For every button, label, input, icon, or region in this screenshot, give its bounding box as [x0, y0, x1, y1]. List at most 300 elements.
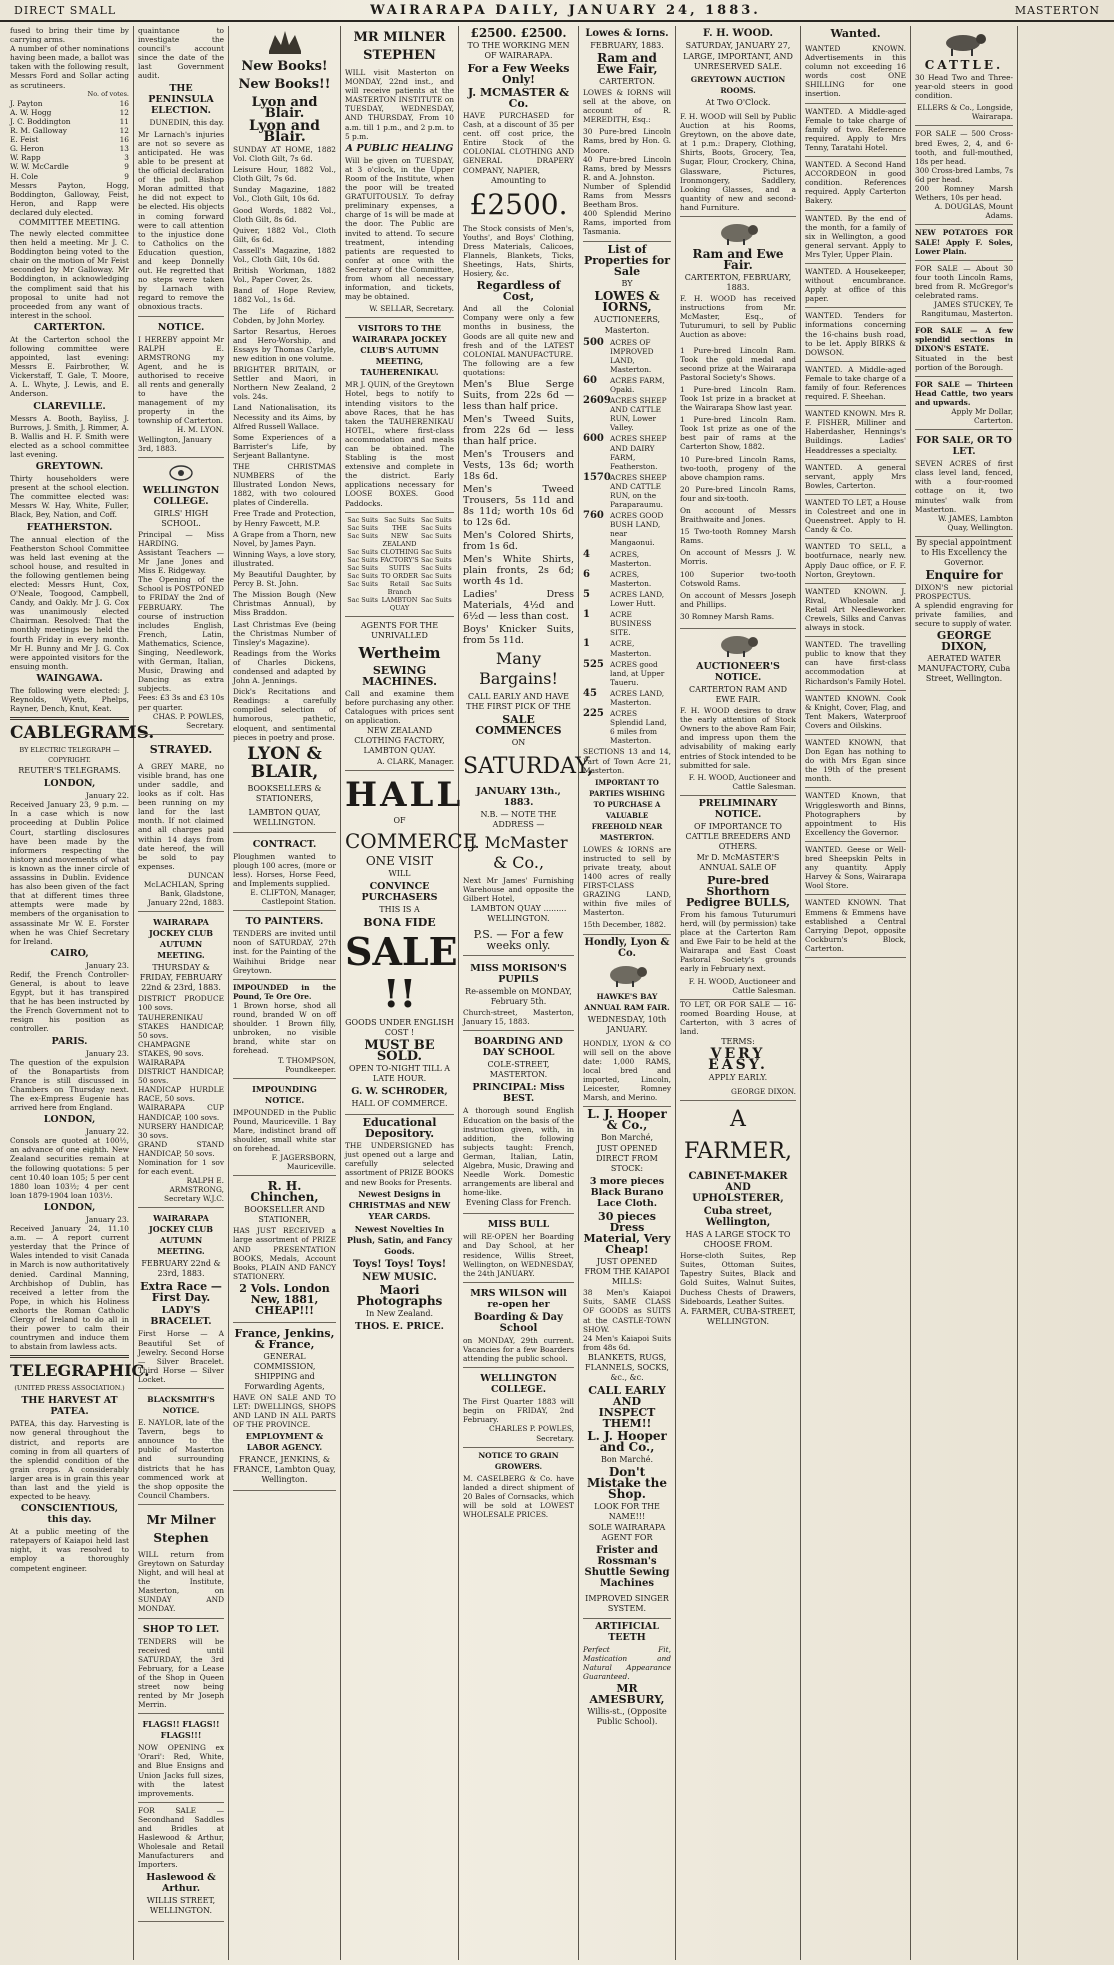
lowes-place: Masterton.: [604, 325, 650, 335]
london-text-3: Received January 24, 11.10 a.m. — A report current yesterday that the Prince of Wales intended to visit Canada in March is now authoritatively denied. Cardinal Manning, Archbishop of Dublin, has received a letter from the Pope, in which his Holiness exhorts the Roman Catholic Clergy of Ireland to do all in their power to calm their countrymen and induce them to abstain from lawless acts.: [10, 1224, 129, 1352]
wanted-item: WANTED. By the end of the month, for a family of six in Wellington, a good general servant. Apply to Mrs Tyler, Upper Plain.: [805, 211, 906, 264]
heading-waingawa: WAINGAWA.: [36, 672, 103, 684]
flannels-text: BLANKETS, RUGS, FLANNELS, SOCKS, &c., &c.: [585, 1352, 669, 1382]
forsale-cattle-signature: Apply Mr Dollar, Carterton.: [951, 407, 1013, 426]
hawkes-date: WEDNESDAY, 10th JANUARY.: [587, 1014, 667, 1034]
wanted-item: WANTED KNOWN. Cook & Knight, Cover, Flag, and Tent Makers, Waterproof Covers and Oilskins.: [805, 691, 906, 735]
saturday: SATURDAY,: [463, 753, 594, 779]
pupils-ad: [463, 958, 574, 1031]
lyon-blair: LYON & BLAIR,: [247, 743, 322, 782]
hall-of: OF: [393, 816, 406, 826]
few-weeks: For a Few Weeks Only!: [467, 62, 570, 86]
mcmaster-firm-2: J. McMaster & Co.,: [469, 832, 568, 872]
notice-heading: NOTICE.: [157, 321, 205, 333]
vote-count: 3: [124, 153, 129, 163]
dixon-text: A splendid engraving for private families, and secure to supply of water.: [915, 601, 1013, 629]
stephen-intro: WILL visit Masterton on MONDAY, 22nd inst., and will receive patients at the MASTERTON INSTITUTE on TUESDAY, WEDNESDAY, AND THURSDAY, From 10 a.m. till 1 p.m., and 2 p.m. to 5 p.m.: [345, 68, 454, 141]
sale-grid-cell: Sac Suits: [347, 579, 378, 588]
sac-suits-grid: [345, 513, 454, 617]
heading-telegraphic: TELEGRAPHIC.: [10, 1361, 150, 1381]
visitors-text: MR J. QUIN, of the Greytown Hotel, begs to notify to intending visitors to the above Races, that he has taken the TAUHERENIKAU HOTEL, where first-class accommodation and meals can be obtained. The Stabling is the most extensive and complete in the district. Early applications necessary for LOOSE BOXES. Good Paddocks.: [345, 380, 454, 508]
dateline: January 23.: [85, 960, 129, 970]
book-item: Cassell's Magazine, 1882 Vol., Cloth Gilt, 10s 6d.: [233, 245, 336, 265]
bracelet-text: First Horse — A Beautiful Set of Jewelry. Second Horse — Silver Bracelet. Third Horse — Silver Locket.: [138, 1329, 224, 1384]
bull-text: will RE-OPEN her Boarding and Day School, at her residence, Willis Street, Wellington, on WEDNESDAY, the 24th JANUARY.: [463, 1232, 574, 1278]
jockey-date: THURSDAY & FRIDAY, FEBRUARY 22nd & 23rd, 1883.: [139, 963, 223, 993]
book-item: Dick's Recitations and Readings: a carefully compiled selection of humorous, pathetic, eloquent, and sentimental pieces in poetry and prose.: [233, 687, 336, 742]
farmer-stock: HAS A LARGE STOCK TO CHOOSE FROM.: [685, 1230, 791, 1250]
wanted-list: [805, 41, 906, 958]
college-staff: Principal — Miss HARDING. Assistant Teachers — Mr Jane Jones and Miss E. Ridgeway.: [138, 529, 224, 576]
haslewood-text: FOR SALE — Secondhand Saddles and Bridles at Haslewood & Arthur, Wholesale and Retail Manufacturers and Importers.: [138, 1805, 224, 1870]
race-item: WAIRARAPA CUP HANDICAP, 100 sovs.: [138, 1103, 224, 1122]
hall-this-is-a: THIS IS A: [379, 905, 420, 915]
vote-name: H. Cole: [10, 171, 38, 181]
ram-image: [680, 632, 796, 658]
mcmaster-text-2: Next Mr James' Furnishing Warehouse and opposite the Gilbert Hotel,: [463, 875, 574, 904]
agents-line: AGENTS FOR THE UNRIVALLED: [360, 620, 439, 640]
france-signature: FRANCE, JENKINS, & FRANCE, Lambton Quay, Wellington.: [233, 1455, 336, 1485]
forsale-sections: FOR SALE — A few splendid sections in DIXON'S ESTATE.: [915, 326, 1013, 354]
wertheim-heading: Wertheim: [358, 643, 441, 662]
property-desc: ACRES OF IMPROVED LAND, Masterton.: [610, 337, 654, 374]
wanted-item: WANTED. A Middle-aged Female to take charge of family of two. Reference required. Apply to Mrs Tenny, Taratahi Hotel.: [805, 104, 906, 157]
property-desc: ACRE, Masterton.: [610, 639, 652, 658]
wanted-item: WANTED KNOWN. J. Rival, Wholesale and Retail Art Needleworker. Crewels, Silks and Canvas always in stock.: [805, 584, 906, 637]
property-desc: ACRES SHEEP AND CATTLE RUN, on the Paraparaumu.: [610, 472, 667, 510]
notice-place: Wellington, January 3rd, 1883.: [138, 434, 212, 453]
race-item: DISTRICT PRODUCE 100 sovs.: [138, 994, 224, 1013]
bon-marche: Bon Marché,: [600, 1133, 654, 1143]
stephen-text: WILL return from Greytown on Saturday Night, and will heal at the Institute, Masterton, on SUNDAY AND MONDAY.: [138, 1549, 224, 1614]
lyon-blair-sub: BOOKSELLERS & STATIONERS,: [247, 783, 322, 803]
amesbury-address: Willis-st., (Opposite Public School).: [587, 1707, 667, 1727]
property-desc: ACRES SHEEP AND DAIRY FARM, Featherston.: [610, 434, 667, 471]
sale-grid-cell: Sac Suits: [421, 547, 452, 556]
property-item: [583, 511, 671, 547]
hall-will: WILL: [388, 869, 411, 879]
wilson-ad: [463, 1283, 574, 1368]
heading-paris: PARIS.: [51, 1035, 88, 1047]
vote-name: E. Feist: [10, 135, 39, 145]
strayed-text: A GREY MARE, no visible brand, has one under saddle, and looks as if colt. Has been running on my land for the last month. If not claimed and all charges paid within 14 days from date hereof, the will be sold to pay expenses.: [138, 761, 224, 871]
bon-marche-2: Bon Marché.: [600, 1454, 654, 1464]
painters-heading: TO PAINTERS.: [245, 916, 324, 928]
book-item: BRIGHTER BRITAIN, or Settler and Maori, in Northern New Zealand, 2 vols. 24s.: [233, 365, 336, 402]
boarding-ad: [463, 1031, 574, 1214]
hall-convince: CONVINCE PURCHASERS: [361, 881, 438, 904]
property-acres: 5: [583, 588, 590, 600]
wood-date: SATURDAY, JANUARY 27,: [685, 41, 791, 50]
books-firm: Lyon and Blair.: [251, 95, 318, 121]
const-text: At a public meeting of the ratepayers of Kaiapoi held last night, it was resolved to employ a thoroughly competent engineer.: [10, 1527, 129, 1573]
edu-newspaper: Newest Designs in CHRISTMAS and NEW YEAR CARDS.: [348, 1188, 451, 1221]
chinchen-heading: R. H. Chinchen,: [250, 1179, 319, 1205]
shorthorn-signature: F. H. WOOD, Auctioneer and Cattle Salesman.: [680, 974, 796, 1000]
edu-price: THOS. E. PRICE.: [355, 1320, 444, 1332]
book-item: Band of Hope Review, 1882 Vol., 1s 6d.: [233, 286, 336, 305]
hall-one-visit: ONE VISIT: [365, 854, 434, 869]
column-2: [134, 26, 229, 1960]
heading-const: CONSCIENTIOUS, this day.: [20, 1503, 119, 1526]
wanted-heading: Wanted.: [830, 27, 881, 40]
sacs-text: 38 Men's Kaiapoi Suits, SAME CLASS OF GOODS as SUITS at the CASTLE-TOWN SHOW.: [583, 1288, 671, 1334]
sole-agent: SOLE WAIRARAPA AGENT FOR: [588, 1522, 666, 1542]
price-item: Boys' Knicker Suits, from 5s 11d.: [463, 623, 574, 646]
painters-ad: [233, 911, 336, 979]
votes-header: No. of votes.: [87, 89, 129, 98]
peninsula-text: Mr Larnach's injuries are not so severe as anticipated. He was able to be present at the official declaration of the poll. Bishop Moran admitted that he did not expect to be elected. His objects in coming forward were to call attention to the injustice done to Catholics on the Education question, and keep Donnelly out. He regretted that no steps were taken by Larnach with regard to remove the obnoxious tracts.: [138, 127, 224, 317]
important-date: 15th December, 1882.: [583, 917, 671, 934]
impounding-text: IMPOUNDED in the Public Pound, Mauriceville. 1 Bay Mare, indistinct brand off shoulder, small white star on forehead.: [233, 1107, 336, 1154]
lot-item: 10 Pure-bred Lincoln Rams, two-tooth, progeny of the above champion rams.: [680, 454, 796, 482]
haslewood-ad: [138, 1803, 224, 1922]
boarding-text: A thorough sound English Education on the basis of the instruction given, with, in addition, the following subjects taught: French, German, Italian, Latin, Algebra, Music, Drawing and Needle Work. Domestic arrangements are liberal and home-like.: [463, 1106, 574, 1198]
wanted-item: WANTED Known, that Wrigglesworth and Binns, Photographers by appointment to His Excellency the Governor.: [805, 788, 906, 841]
bracelet-heading: LADY'S BRACELET.: [150, 1305, 212, 1328]
vote-row: [10, 117, 129, 126]
look-name: LOOK FOR THE NAME!!!: [594, 1501, 660, 1521]
race-item: TAUHERENIKAU STAKES HANDICAP, 50 sovs.: [138, 1012, 224, 1040]
call-early-2: CALL EARLY AND INSPECT THEM!!: [588, 1383, 666, 1430]
lots-list: [680, 340, 796, 630]
notice-ad: [138, 317, 224, 458]
wanted-item: WANTED KNOWN. Mrs R. F. FISHER, Milliner and Haberdasher, Hennings's Buildings. Ladies' Headdresses a specialty.: [805, 406, 906, 459]
property-acres: 6: [583, 568, 590, 580]
vote-name: W. W. McCardle: [10, 162, 69, 172]
property-item: [583, 610, 671, 637]
sale-grid-cell: Sac Suits: [347, 531, 378, 540]
dixon-ad: [915, 538, 1013, 684]
race-item: HANDICAP HURDLE RACE, 50 sovs.: [138, 1085, 224, 1104]
important-heading: IMPORTANT TO PARTIES WISHING TO PURCHASE A VALUABLE FREEHOLD NEAR MASTERTON.: [589, 777, 665, 842]
wanted-item: WANTED KNOWN. That Emmens & Emmens have established a Central Carrying Depot, opposite Cockburn's Block, Carterton.: [805, 895, 906, 958]
books-firm-big: Lyon and Blair.: [249, 118, 320, 145]
election-intro: fused to bring their time by carrying arms. A number of other nominations having been made, a ballot was taken with the following result, Messrs Ford and Sollar acting as scrutineers.: [10, 26, 129, 90]
sale-grid-cell: Sac Suits: [421, 571, 452, 580]
offer-heading: £2500. £2500.: [470, 26, 567, 40]
edu-novelties: Newest Novelties In Plush, Satin, and Fancy Goods.: [347, 1223, 452, 1256]
haslewood-firm: Haslewood & Arthur.: [146, 1871, 216, 1894]
wanted-item: WANTED. A Housekeeper, without encumbrance. Apply at office of this paper.: [805, 264, 906, 308]
frister: Frister and Rossman's Shuttle Sewing Machines: [584, 1544, 670, 1589]
property-desc: ACRES SHEEP AND CATTLE RUN, Lower Valley.: [610, 396, 667, 433]
healing-text: Will be given on TUESDAY, at 3 o'clock, in the Upper Room of the Institute, when the poor will be treated GRATUITOUSLY. To defray preliminary expenses, a charge of 1s will be made at the door. The Public are invited to attend. To secure treatment, intending patients are requested to confer at once with the Secretary of the Committee, from whom all necessary information, and tickets, may be obtained.: [345, 155, 454, 302]
column-9: [911, 26, 1018, 1960]
heading-peninsula: THE PENINSULA ELECTION.: [148, 82, 214, 116]
mcmaster-text: HAVE PURCHASED for Cash, at a discount of 35 per cent. off cost price, the Entire Stock of the COLONIAL CLOTHING AND GENERAL DRAPERY COMPANY, NAPIER,: [463, 111, 574, 175]
forsale-rams-signature: JAMES STUCKEY, Te Rangitumau, Masterton.: [921, 300, 1013, 319]
sale-grid-cell: Sac Suits: [347, 595, 378, 604]
lowes-role: AUCTIONEERS,: [593, 314, 661, 324]
book-item: Leisure Hour, 1882 Vol., Cloth Gilt, 7s 6d.: [233, 165, 336, 184]
wanted-item: WANTED KNOWN, that Don Egan has nothing to do with Mrs Egan since the 19th of the present month.: [805, 735, 906, 788]
hall-of-commerce-ad: [345, 771, 478, 1115]
pupils-text: Re-assemble on MONDAY, February 5th.: [465, 987, 572, 1007]
regardless: Regardless of Cost,: [476, 279, 561, 304]
wertheim-ad: [345, 617, 454, 771]
hawkes-text: HONDLY, LYON & CO will sell on the above date: 1,000 RAMS, local bred and imported, Lincoln, Leicester, Romney Marsh, and Merino.: [583, 1036, 671, 1108]
book-item: Quiver, 1882 Vol., Cloth Gilt, 6s 6d.: [233, 225, 336, 244]
property-item: [583, 709, 671, 745]
painters-text: TENDERS are invited until noon of SATURDAY, 27th inst. for the Painting of the Waihihui Bridge near Greytown.: [233, 929, 336, 975]
just-opened-2: JUST OPENED FROM THE KAIAPOI MILLS:: [584, 1257, 670, 1287]
stephen-heading: MR MILNER STEPHEN: [353, 30, 446, 63]
sale-grid-cell: Sac Suits: [384, 515, 415, 524]
heading-london-3: LONDON,: [43, 1201, 96, 1213]
auc-sub: CARTERTON RAM AND EWE FAIR.: [688, 685, 787, 705]
dress-material: 30 pieces Dress Material, Very Cheap!: [583, 1210, 671, 1257]
prelim-heading: PRELIMINARY NOTICE.: [698, 797, 778, 820]
votes-list: [10, 99, 129, 181]
property-desc: ACRES, Masterton.: [610, 569, 652, 588]
vote-row: [10, 162, 129, 171]
impounding-ad: [233, 1079, 336, 1177]
wilson-text: on MONDAY, 29th current. Vacancies for a few Boarders attending the public school.: [463, 1335, 574, 1364]
sale-grid-cell: Sac Suits: [347, 523, 378, 532]
column-1: [6, 26, 155, 1960]
crest-image: [138, 464, 224, 482]
vote-name: W. Rapp: [10, 153, 41, 163]
blacksmith-ad: [138, 1389, 224, 1505]
girls-school-ad: [138, 458, 224, 735]
amount: £2500.: [469, 187, 568, 221]
book-item: My Beautiful Daughter, by Percy B. St. John.: [233, 570, 336, 589]
royal-crest-image: [233, 29, 336, 55]
jockey-ad: [138, 912, 224, 1208]
potatoes: NEW POTATOES FOR SALE! Apply F. Soles, Lower Plain.: [915, 225, 1013, 260]
offer-sub: TO THE WORKING MEN OF WAIRARAPA.: [467, 41, 570, 60]
wilson-heading-2: Boarding & Day School: [474, 1311, 563, 1334]
jan-date: JANUARY 13th., 1883.: [476, 785, 561, 808]
hall-bona-fide: BONA FIDE: [363, 916, 436, 930]
ram-ewe-place: CARTERTON, FEBRUARY, 1883.: [684, 273, 792, 293]
wanted-item: WANTED TO SELL, a bootfurnace, nearly new. Apply Dauc office, or F. F. Norton, Greytown.: [805, 539, 906, 583]
forsale-wethers: 200 Romney Marsh Wethers, 10s per head.: [915, 184, 1013, 203]
vote-name: J. Payton: [10, 98, 43, 108]
shorthorn-text: From his famous Tuturumuri herd, will (by permission) take place at the Carterton Ram and Ewe Fair to be held at the Wairarapa and East Coast Pastoral Society's grounds early in February next.: [680, 909, 796, 974]
jockey-date-2: FEBRUARY 22nd & 23rd, 1883.: [141, 1259, 221, 1279]
chinchen-ad: [233, 1176, 336, 1323]
vote-row: [10, 172, 129, 181]
lot-item: 1 Pure-bred Lincoln Ram. Took the gold medal and second prize at the Wairarapa Pastoral Society's Shows.: [680, 345, 796, 382]
edu-music: NEW MUSIC.: [362, 1271, 437, 1283]
wanted-item: WANTED. A general servant, apply Mrs Bowles, Carterton.: [805, 460, 906, 495]
college-signature: CHAS. P. POWLES, Secretary.: [152, 711, 224, 730]
price-list: [463, 379, 574, 646]
ram-image: [583, 962, 671, 988]
reuters: REUTER'S TELEGRAMS.: [18, 766, 121, 776]
grain-text: M. CASELBERG & Co. have landed a direct shipment of 20 Bales of Cornsacks, which will be sold at LOWEST WHOLESALE PRICES.: [463, 1473, 574, 1519]
stephen-heading: Mr Milner Stephen: [146, 1512, 216, 1545]
property-desc: ACRES FARM, Opaki.: [610, 375, 665, 394]
strayed-ad: [138, 735, 224, 913]
mcmaster-firm: J. MCMASTER & Co.: [467, 86, 570, 110]
wanted-item: WANTED. The travelling public to know that they can have first-class accommodation at Richardson's Family Hotel.: [805, 637, 906, 690]
heading-london-2: LONDON,: [43, 1114, 96, 1126]
vote-count: 16: [119, 98, 129, 108]
race-item: WAIRARAPA DISTRICT HANDICAP, 50 sovs.: [138, 1057, 224, 1086]
property-item: [583, 338, 671, 374]
book-item: THE CHRISTMAS NUMBERS of the Illustrated London News, 1882, with two coloured plates of Cinderella.: [233, 462, 336, 508]
property-acres: 1: [583, 638, 590, 650]
property-item: [583, 570, 671, 588]
sale-let-ad: [915, 430, 1013, 537]
race-item: GRAND STAND HANDICAP, 50 sovs.: [138, 1139, 224, 1158]
property-acres: 525: [583, 658, 604, 670]
hall-sale: SALE !!: [345, 929, 458, 1017]
note-address: N.B. — NOTE THE ADDRESS —: [480, 809, 557, 829]
lace-cloth: 3 more pieces Black Burano Lace Cloth.: [589, 1176, 665, 1210]
hondly-heading: Hondly, Lyon & Co.: [584, 936, 670, 959]
ram-image: [680, 220, 796, 246]
to-let-text: TO LET, OR FOR SALE — 16-roomed Boarding House, at Carterton, with 3 acres of land.: [680, 999, 796, 1036]
vote-count: 13: [119, 144, 129, 154]
fair-item: Number of Splendid Rams from Messrs Beetham Bros.: [583, 181, 671, 210]
property-item: [583, 639, 671, 657]
flags-text: NOW OPENING ex 'Orari': Red, White, and Blue Ensigns and Union Jacks full sizes, with the latest improvements.: [138, 1743, 224, 1798]
book-item: The Life of Richard Cobden, by John Morley.: [233, 306, 336, 325]
wood-heading: F. H. WOOD.: [703, 28, 773, 39]
property-desc: ACRES, Masterton.: [610, 549, 652, 568]
london-text-2: Consols are quoted at 100½, an advance of one eighth. New Zealand securities remain at the following quotations: 5 per cent 10.40 loan 105; 5 per cent 1880 loan 103½; 4 per cent loan 1879-1904 loan 103½.: [10, 1136, 129, 1200]
college-ad: [463, 1368, 574, 1447]
grain-heading: NOTICE TO GRAIN GROWERS.: [478, 1450, 559, 1471]
almanac: 2 Vols. London New, 1881, CHEAP!!!: [239, 1281, 330, 1317]
ram-ewe-fair: Ram and Ewe Fair.: [692, 247, 784, 273]
sale-grid-cell: Sac Suits: [421, 563, 452, 572]
property-acres: 1: [583, 609, 590, 621]
hall-commerce: COMMERCE: [345, 829, 478, 854]
sewing-machines: SEWING MACHINES.: [362, 663, 437, 688]
wanted-item: WANTED. Tenders for informations concerning the 16-chains bush road, to be let. Apply BIRKS & DOWSON.: [805, 308, 906, 361]
divider: [10, 717, 129, 720]
ram-fair-text: LOWES & IORNS will sell at the above, on account of R. MEREDITH, Esq.:: [583, 88, 671, 125]
vote-row: [10, 153, 129, 162]
lot-item: On account of Messrs J. W. Morris.: [680, 548, 796, 567]
sale-grid-cell: TO ORDER: [381, 571, 418, 580]
enquire: Enquire for: [925, 567, 1003, 582]
dateline: January 23.: [85, 1048, 129, 1058]
wood-rooms: GREYTOWN AUCTION ROOMS.: [690, 75, 786, 95]
vote-row: [10, 135, 129, 144]
jockey-signature: RALPH E. ARMSTRONG, Secretary W.J.C.: [163, 1176, 224, 1204]
audit-text: quaintance to investigate the council's account since the date of the last Government audit.: [138, 26, 224, 81]
ram-ewe-text: F. H. WOOD has received instructions from Mr. McMaster, Esq., of Tuturumuri, to sell by Public Auction as above:: [680, 294, 796, 340]
wood-time: At Two O'Clock.: [705, 98, 771, 107]
sale-grid-cell: Sac Suits: [421, 531, 452, 540]
column-10: [1018, 26, 1108, 1960]
harvest-text: PATEA, this day. Harvesting is now general throughout the district, and reports are coming in from all quarters of the splendid condition of the grain crops. A considerably larger area is in grain this year than last and the yield is expected to be heavy.: [10, 1419, 129, 1502]
quotations-intro: The following are a few quotations:: [463, 358, 574, 377]
list-by: BY: [621, 278, 633, 288]
contract-ad: [233, 834, 336, 912]
property-desc: ACRES LAND, Lower Hutt.: [610, 589, 665, 609]
property-acres: 4: [583, 548, 590, 560]
forsale-signature: A. DOUGLAS, Mount Adams.: [934, 202, 1013, 221]
sale-let-heading: FOR SALE, OR TO LET.: [916, 435, 1012, 458]
forsale-ewes-ad: [915, 126, 1013, 225]
masthead: [0, 0, 1114, 22]
cattle-signature: ELLERS & Co., Longside, Wairarapa.: [915, 100, 1013, 126]
price-item: Men's Colored Shirts, from 1s 6d.: [463, 529, 574, 552]
lot-item: 1 Pure-bred Lincoln Ram. Took 1st prize as one of the best pair of rams at the Carterton Show, 1882.: [680, 415, 796, 452]
columns: [6, 26, 1108, 1960]
dateline: January 22.: [85, 791, 129, 801]
vote-count: 9: [124, 171, 129, 181]
property-desc: ACRES LAND, Masterton.: [610, 688, 665, 707]
property-item: [583, 689, 671, 707]
races-list: [138, 994, 224, 1158]
race-item: NURSERY HANDICAP, 30 sovs.: [138, 1121, 224, 1140]
masthead-title: WAIRARAPA DAILY, JANUARY 24, 1883.: [370, 2, 761, 18]
property-desc: ACRES Splendid Land, 6 miles from Masterton.: [610, 709, 667, 746]
apply-early: APPLY EARLY.: [708, 1073, 768, 1083]
property-desc: ACRE BUSINESS SITE.: [610, 610, 652, 638]
france-text: HAVE ON SALE AND TO LET: DWELLINGS, SHOPS AND LAND IN ALL PARTS OF THE PROVINCE.: [233, 1392, 336, 1430]
governor: By special appointment to His Excellency the Governor.: [916, 537, 1012, 567]
ram-fair-items: [583, 124, 671, 241]
blacksmith-heading: BLACKSMITH'S NOTICE.: [147, 1395, 215, 1416]
farmer-list: Horse-cloth Suites, Rep Suites, Ottoman Suites, Tapestry Suites, Black and Gold Suites, Walnut Suites, Duchess Chests of Drawers, Sideboards, Leather Suites.: [680, 1251, 796, 1306]
jockey-heading-2: WAIRARAPA JOCKEY CLUB AUTUMN MEETING.: [149, 1213, 213, 1257]
hawkes-heading: HAWKE'S BAY ANNUAL RAM FAIR.: [584, 991, 670, 1012]
property-acres: 2609: [583, 395, 611, 407]
wood-sub: LARGE, IMPORTANT, AND UNRESERVED SALE.: [683, 52, 793, 71]
forsale-lambs: 300 Cross-bred Lambs, 7s 6d per head.: [915, 165, 1013, 184]
book-item: Readings from the Works of Charles Dickens, condensed and adapted by John A. Jennings.: [233, 648, 336, 686]
contract-heading: CONTRACT.: [252, 838, 317, 850]
importance: OF IMPORTANCE TO CATTLE BREEDERS AND OTHERS.: [685, 821, 791, 851]
tele-sub: (UNITED PRESS ASSOCIATION.): [14, 1384, 125, 1393]
price-item: Men's Blue Serge Suits, from 22s 6d — less than half price.: [463, 378, 574, 412]
vote-count: 11: [119, 116, 129, 126]
book-item: Good Words, 1882 Vol., Cloth Gilt, 8s 6d.: [233, 205, 336, 224]
property-item: [583, 473, 671, 509]
college-fee: Fees: £3 3s and £3 10s per quarter.: [138, 693, 224, 712]
wanted-item: WANTED. A Second Hand ACCORDEON in good condition. References required. Apply Carterton Bakery.: [805, 157, 906, 210]
shop-heading: SHOP TO LET.: [142, 1623, 220, 1635]
flags-heading: FLAGS!! FLAGS!! FLAGS!!!: [142, 1719, 220, 1741]
college-heading: WELLINGTON COLLEGE.: [480, 1373, 557, 1396]
cairo-text: Redif, the French Controller-General, is about to leave Egypt, but it has transpired that he has been instructed by the French Government not to resign his position as controller.: [10, 969, 129, 1034]
divider: [10, 1355, 129, 1358]
dixon-prospectus: DIXON'S new pictorial PROSPECTUS.: [915, 582, 1013, 602]
property-item: [583, 434, 671, 470]
lowes-heading: Lowes & Iorns.: [585, 28, 669, 39]
lot-item: 30 Romney Marsh Rams.: [680, 611, 775, 621]
london-text: Received January 23, 9 p.m. — In a case which is now proceeding at Dublin Police Court, startling disclosures have been made by the informers respecting the history and movements of what is known as the inner circle of assassins in Dublin. Evidence has also been given of the fact that at different times three attempts were made by members of the organisation to assassinate Mr W. E. Forster when he was Chief Secretary for Ireland.: [10, 800, 129, 946]
book-item: Last Christmas Eve (being the Christmas Number of Tinsley's Magazine).: [233, 619, 336, 647]
jockey-heading: WAIRARAPA JOCKEY CLUB AUTUMN MEETING.: [149, 917, 213, 961]
vote-name: G. Heron: [10, 144, 44, 154]
forsale-cattle-ad: [915, 377, 1013, 430]
vote-name: J. C. Boddington: [10, 116, 71, 126]
forsale-rams-ad: [915, 261, 1013, 324]
lot-item: On account of Messrs Joseph and Phillips.: [680, 590, 796, 609]
sale-grid-cell: CLOTHING: [380, 547, 419, 556]
france-heading: France, Jenkins, & France,: [234, 1326, 335, 1351]
farmer-signature: A. FARMER, CUBA-STREET, WELLINGTON.: [680, 1306, 796, 1326]
educational-ad: [345, 1117, 454, 1331]
strayed-signature: DUNCAN McLACHLAN, Spring Bank, Gladstone, January 22nd, 1883.: [143, 870, 224, 908]
price-item: Men's Trousers and Vests, 13s 6d; worth 18s 6d.: [463, 448, 574, 482]
section-text: SECTIONS 13 and 14, Part of Town Acre 21, Masterton.: [583, 747, 671, 775]
edu-text: THE UNDERSIGNED has just opened out a large and carefully selected assortment of PRIZE BOOKS and new Books for Presents.: [345, 1141, 454, 1187]
shop-text: TENDERS will be received until SATURDAY, the 3rd February, for a Lease of the Shop in Queen street now being rented by Mr Joseph Merrin.: [138, 1636, 224, 1710]
blacksmith-text: E. NAYLOR, late of the Tavern, begs to announce to the public of Masterton and surrounding districts that he has commenced work at the shop opposite the Council Chambers.: [138, 1418, 224, 1500]
books-heading: New Books! New Books!!: [238, 59, 331, 92]
